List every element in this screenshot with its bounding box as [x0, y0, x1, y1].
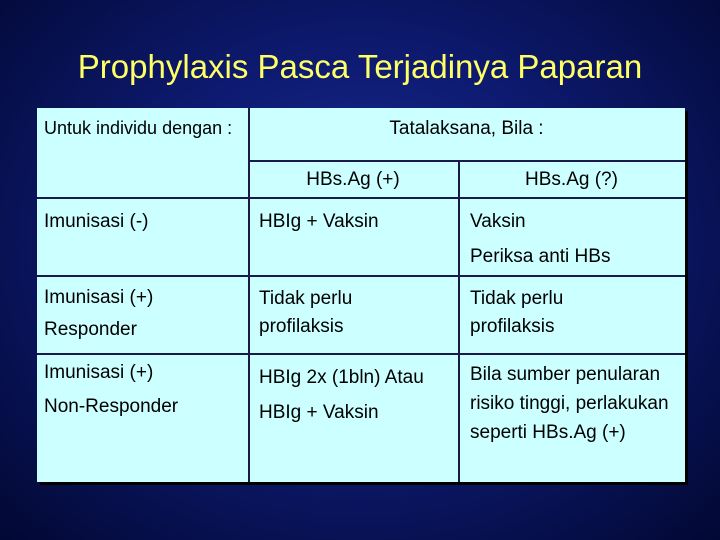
divider	[37, 275, 685, 277]
row-cell-unknown: Bila sumber penularan risiko tinggi, perlakukan seperti HBs.Ag (+)	[470, 364, 669, 443]
row-label: Responder	[44, 319, 137, 340]
row-label: Imunisasi (+)	[44, 287, 154, 308]
divider	[248, 160, 685, 162]
row-label: Imunisasi (-)	[44, 211, 149, 232]
row-cell-positive: HBIg 2x (1bln) Atau HBIg + Vaksin	[259, 367, 424, 423]
header-individual: Untuk individu dengan :	[44, 118, 233, 138]
prophylaxis-table	[37, 108, 685, 482]
header-hbsag-unknown: HBs.Ag (?)	[525, 169, 618, 190]
slide-title: Prophylaxis Pasca Terjadinya Paparan	[77, 48, 643, 85]
header-hbsag-positive: HBs.Ag (+)	[306, 169, 400, 190]
divider	[458, 160, 460, 482]
divider	[37, 197, 685, 199]
row-cell-positive: Tidak perlu profilaksis	[259, 288, 353, 337]
row-cell-unknown: Periksa anti HBs	[470, 246, 611, 267]
row-cell-positive: HBIg + Vaksin	[259, 211, 379, 232]
divider	[37, 353, 685, 355]
header-tatalaksana: Tatalaksana, Bila :	[389, 118, 544, 139]
row-label: Imunisasi (+)	[44, 362, 154, 383]
row-cell-unknown: Tidak perlu profilaksis	[470, 288, 564, 337]
row-label: Non-Responder	[44, 396, 179, 417]
divider	[248, 108, 250, 482]
row-cell-unknown: Vaksin	[470, 211, 526, 232]
